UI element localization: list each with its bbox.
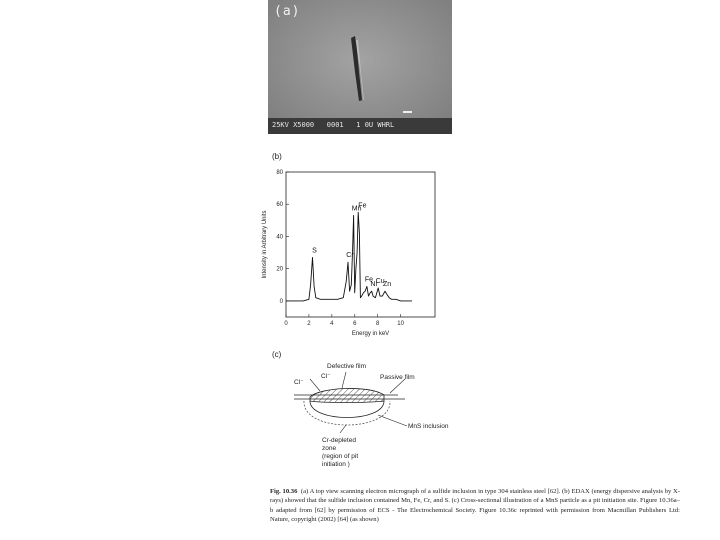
leader-defective	[342, 372, 346, 388]
y-tick-label: 0	[279, 298, 283, 305]
y-axis-label: Intensity in Arbitrary Units	[262, 210, 268, 279]
x-tick-label: 2	[307, 321, 311, 327]
label-mns-inclusion: MnS inclusion	[408, 423, 449, 430]
x-tick-label: 8	[376, 321, 380, 327]
sem-image	[268, 0, 452, 134]
x-tick-label: 0	[284, 321, 288, 327]
scale-bar	[403, 111, 412, 113]
y-tick-label: 40	[276, 234, 283, 241]
y-tick-label: 20	[276, 266, 283, 273]
edax-chart	[250, 160, 450, 350]
peak-label: S	[312, 247, 317, 255]
pit-diagram	[280, 355, 480, 485]
label-cr-zone-4: initiation )	[322, 461, 350, 468]
x-tick-label: 10	[397, 321, 404, 327]
label-passive-film: Passive film	[380, 374, 415, 381]
panel-c-label: (c)	[272, 350, 282, 359]
peak-label: Cu	[375, 278, 385, 285]
peak-label: Fe	[358, 202, 367, 210]
mns-inclusion-shape	[310, 401, 384, 418]
x-tick-label: 4	[330, 321, 334, 327]
label-cl-top: Cl⁻	[321, 373, 331, 380]
y-tick-label: 60	[276, 202, 283, 209]
label-cr-zone-3: (region of pit	[322, 453, 359, 460]
sem-micrograph	[268, 0, 452, 134]
panel-a-label: (a)	[274, 4, 301, 19]
caption-text: (a) A top view scanning electron micrograph of a sulfide inclusion in type 304 stainless steel [62]. (b) EDAX (energy dispersive analysis by X-rays) showed that the sulfide inclusion contained Mn, Fe, Cr, and S. (c) Cross-sectional illustration of a MnS particle as a pit initiation site. Figure 10.36a–b adapted from [62] by permission of ECS - The Electrochemical Society. Figure 10.36c reprinted with permission from Macmillan Publishers Ltd: Nature, copyright (2002) [64] (as shown)	[270, 488, 681, 524]
leader-mns	[378, 415, 407, 426]
peak-label: Cr	[346, 252, 354, 260]
figure-caption	[270, 487, 680, 525]
peak-label: Ni	[370, 281, 378, 289]
panel-b-label: (b)	[272, 152, 282, 161]
caption-figure-number: Fig. 10.36	[270, 488, 298, 495]
leader-cr	[340, 425, 346, 433]
peak-label: Fe	[364, 276, 374, 284]
leader-passive	[390, 379, 405, 393]
defective-film-region	[310, 388, 384, 402]
y-tick-label: 80	[276, 170, 283, 176]
sem-meta-text: 25KV X5000 0001 1 0U WHRL	[272, 121, 395, 129]
label-cl-left: Cl⁻	[294, 379, 304, 386]
label-cr-zone-2: zone	[322, 445, 337, 452]
leader-cl	[310, 379, 320, 391]
x-tick-label: 6	[353, 321, 357, 327]
x-axis-label: Energy in keV	[351, 331, 390, 337]
label-cr-zone-1: Cr-depleted	[322, 437, 356, 444]
peak-label: Zn	[382, 281, 392, 289]
peak-label: Mn	[351, 205, 362, 213]
label-defective-film: Defective film	[327, 363, 367, 370]
cr-depleted-zone	[304, 401, 390, 425]
